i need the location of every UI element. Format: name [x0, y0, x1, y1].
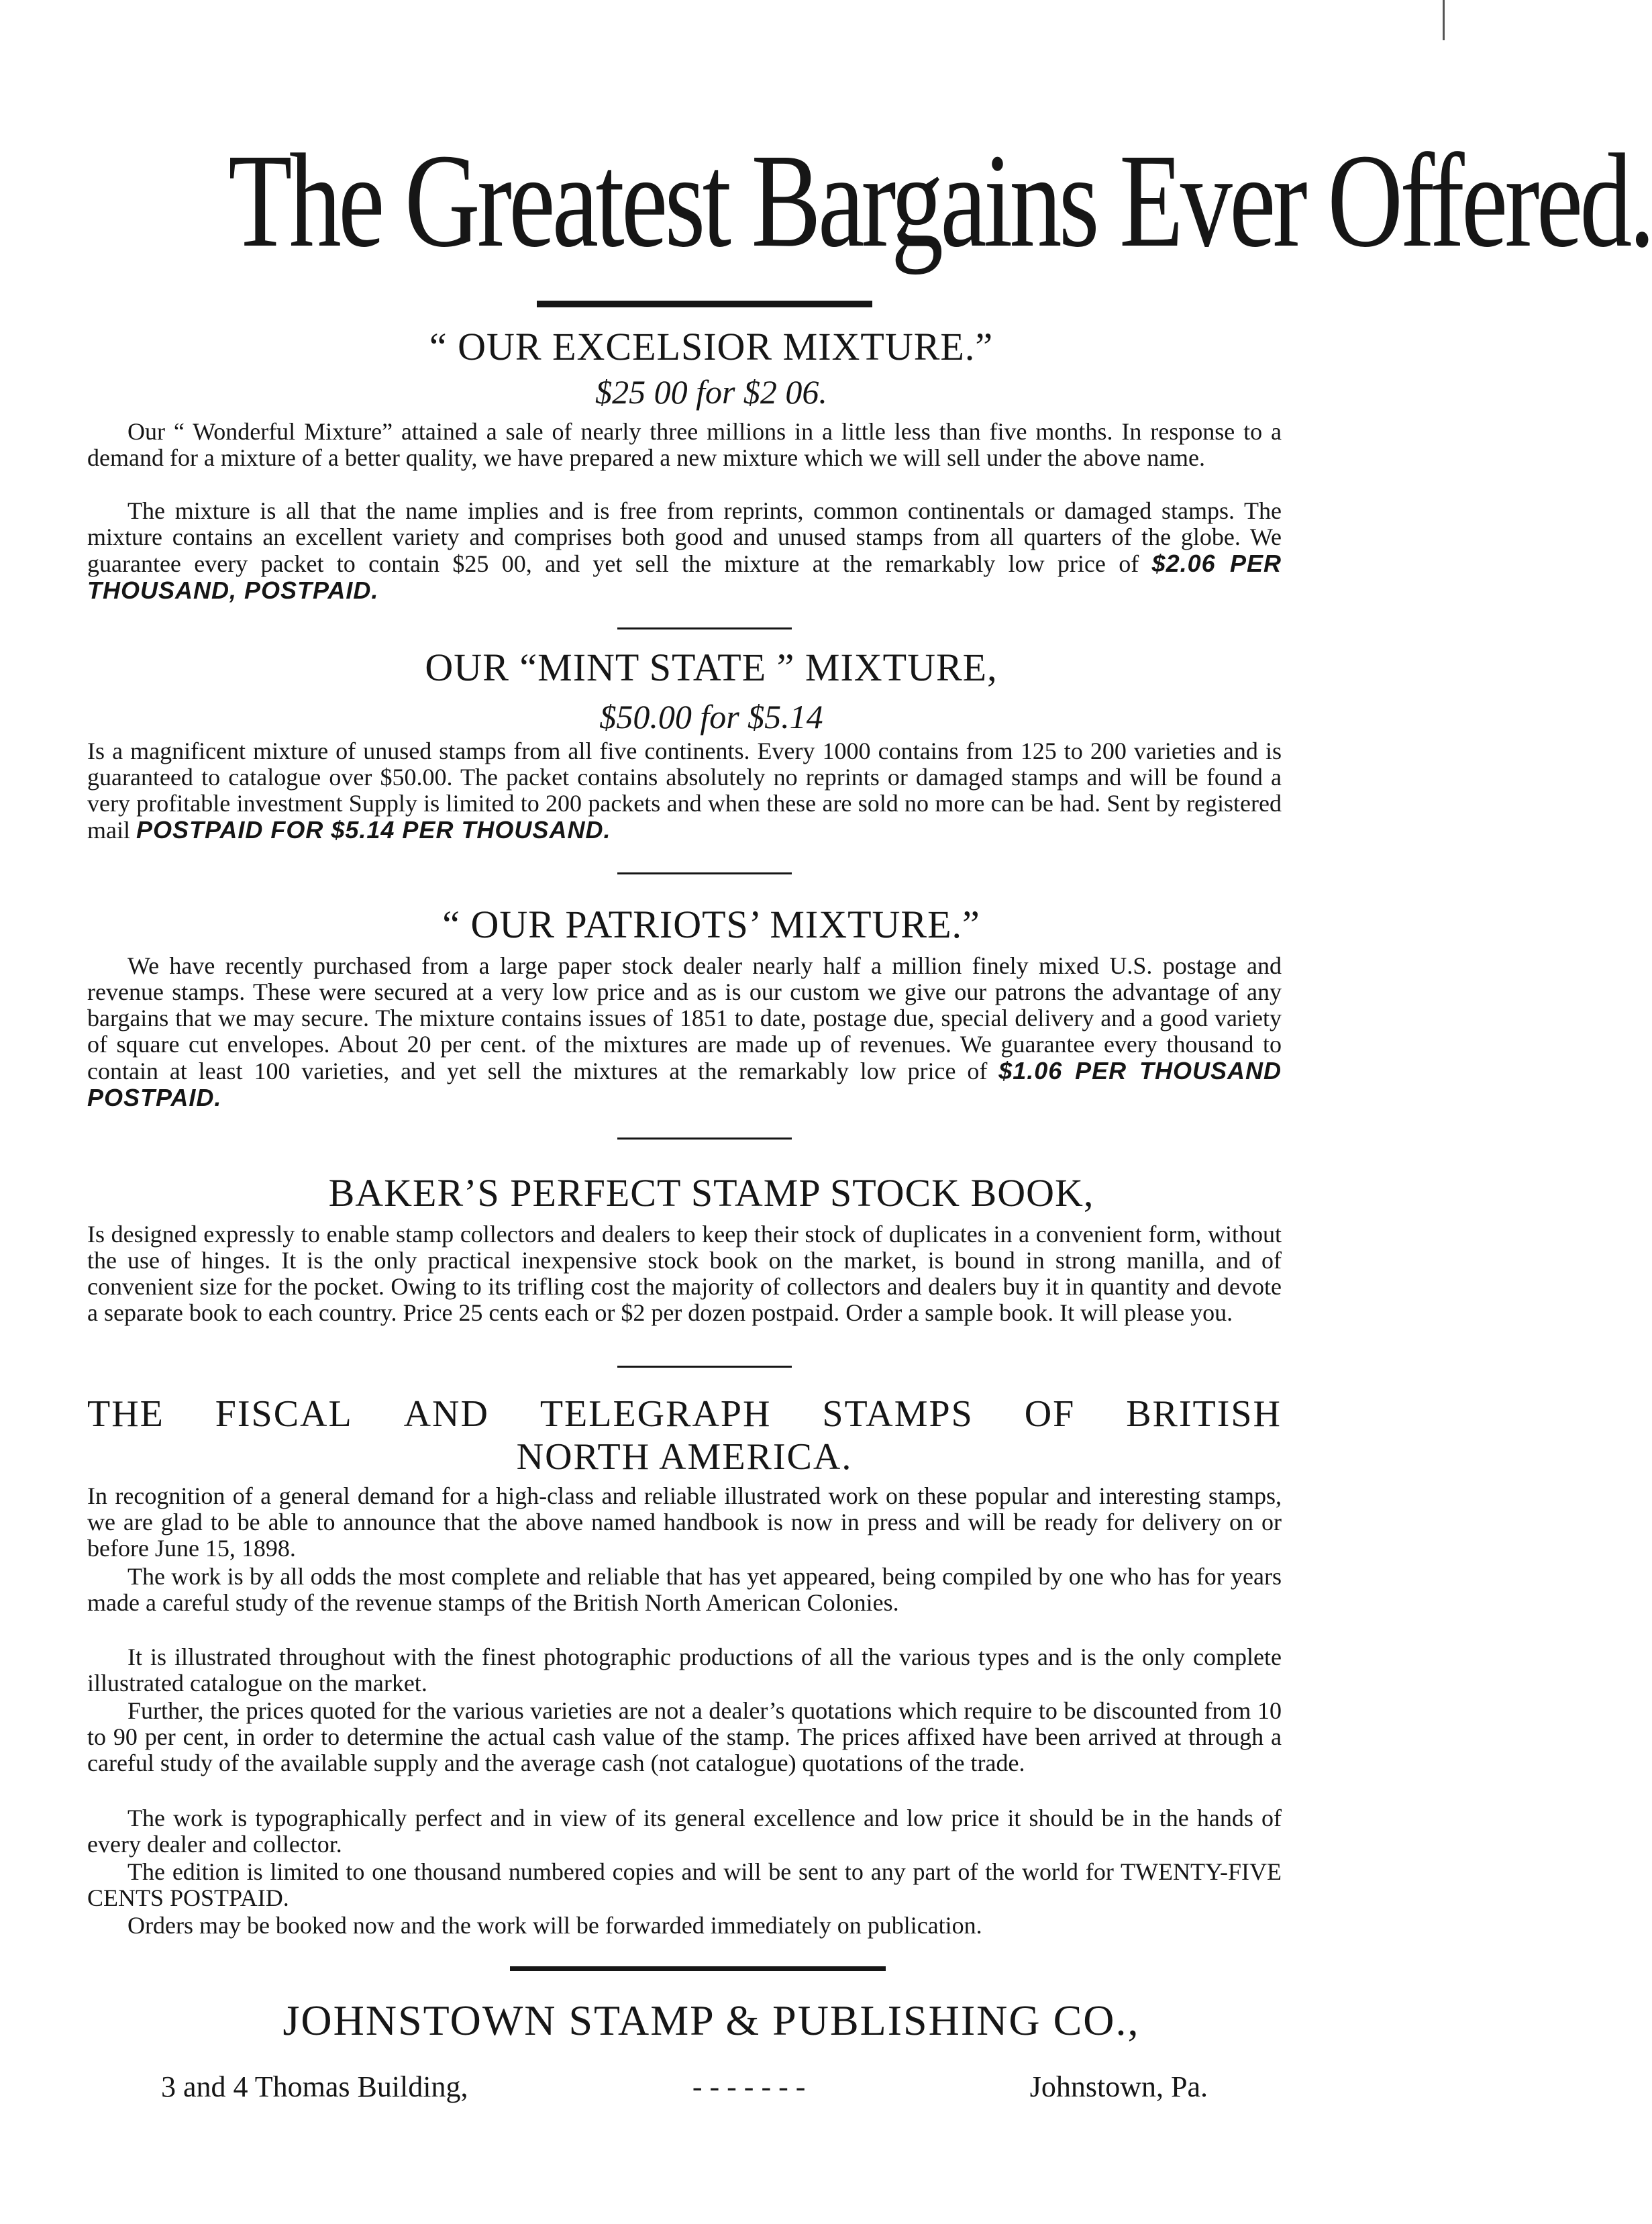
stock-book-paragraph: Is designed expressly to enable stamp collectors and dealers to keep their stock of duplicates in a convenient form, without the use of hinges. It is the only practical inexpensive stock book on the market, is bound in strong manilla, and of convenient size for the pocket. Owing to its trifling cost the majority of collectors and dealers buy it in quantity and devote a separate book to each country. Price 25 cents each or $2 per dozen postpaid. Order a sample book. It will please you. [87, 1221, 1282, 1326]
fiscal-paragraph-6: The edition is limited to one thousand numbered copies and will be sent to any part of the world for TWENTY-FIVE CENTS POSTPAID. [87, 1858, 1282, 1911]
company-name: JOHNSTOWN STAMP & PUBLISHING CO., [282, 1996, 1140, 2044]
mint-state-paragraph [87, 738, 1282, 844]
mint-state-price-emphasis: POSTPAID FOR $5.14 PER THOUSAND. [136, 816, 611, 844]
fiscal-title-word: STAMPS [822, 1393, 974, 1435]
fiscal-title-line-1 [87, 1393, 1282, 1435]
address-dashes: - - - - - - - [692, 2070, 806, 2103]
ornamental-rule [537, 301, 872, 307]
mint-state-paragraph-text: Is a magnificent mixture of unused stamps from all five continents. Every 1000 contains from 125 to 200 varieties and is guaranteed to catalogue over $50.00. The packet contains absolutely no reprints or damaged stamps and will be found a very profitable investment Supply is limited to 200 packets and when these are sold no more can be had. Sent by registered mail [87, 738, 1282, 844]
fiscal-title-word: BRITISH [1126, 1393, 1282, 1435]
fiscal-title-word: AND [403, 1393, 489, 1435]
fiscal-paragraph-1: In recognition of a general demand for a high-class and reliable illustrated work on these popular and interesting stamps, we are glad to be able to announce that the above named handbook is now in press and will be ready for delivery on or before June 15, 1898. [87, 1482, 1282, 1562]
address-street: 3 and 4 Thomas Building, [161, 2070, 468, 2103]
excelsior-title: “ OUR EXCELSIOR MIXTURE.” [429, 325, 994, 368]
patriots-price-emphasis: $1.06 PER THOUSAND POSTPAID. [87, 1057, 1282, 1111]
fiscal-paragraph-3: It is illustrated throughout with the finest photographic productions of all the various types and is the only complete illustrated catalogue on the market. [87, 1644, 1282, 1697]
excelsior-paragraph-1: Our “ Wonderful Mixture” attained a sale of nearly three millions in a little less than five months. In response to a demand for a mixture of a better quality, we have prepared a new mixture which we will sell under the above name. [87, 418, 1282, 471]
patriots-paragraph-text: We have recently purchased from a large paper stock dealer nearly half a million finely mixed U.S. postage and revenue stamps. These were secured at a very low price and as is our custom we give our patrons the advantage of any bargains that we may secure. The mixture contains issues of 1851 to date, postage due, special delivery and a good variety of square cut envelopes. About 20 per cent. of the mixtures are made up of revenues. We guarantee every thousand to contain at least 100 varieties, and yet sell the mixtures at the remarkably low price of [87, 952, 1282, 1084]
section-divider [617, 627, 792, 629]
fiscal-paragraph-7: Orders may be booked now and the work will be forwarded immediately on publication. [127, 1912, 982, 1939]
fiscal-paragraph-4: Further, the prices quoted for the various varieties are not a dealer’s quotations which require to be discounted from 10 to 90 per cent, in order to determine the actual cash value of the stamp. The prices affixed have been arrived at through a careful study of the available supply and the average cash (not catalogue) quotations of the trade. [87, 1697, 1282, 1776]
mint-state-title: OUR “MINT STATE ” MIXTURE, [425, 646, 998, 689]
address-city: Johnstown, Pa. [1029, 2070, 1208, 2103]
fiscal-title-word: FISCAL [215, 1393, 353, 1435]
stock-book-title: BAKER’S PERFECT STAMP STOCK BOOK, [328, 1171, 1094, 1215]
excelsior-paragraph-2 [87, 498, 1282, 604]
company-address [161, 2070, 1208, 2104]
section-divider [617, 1366, 792, 1368]
section-divider [617, 872, 792, 874]
fiscal-paragraph-5: The work is typographically perfect and in view of its general excellence and low price it should be in the hands of every dealer and collector. [87, 1805, 1282, 1858]
patriots-paragraph [87, 953, 1282, 1111]
patriots-title: “ OUR PATRIOTS’ MIXTURE.” [442, 903, 980, 946]
fiscal-title-word: THE [87, 1393, 164, 1435]
excelsior-paragraph-2-text: The mixture is all that the name implies and is free from reprints, common continentals or damaged stamps. The mixture contains an excellent variety and comprises both good and unused stamps from all quarters of the globe. We guarantee every packet to contain $25 00, and yet sell the mixture at the remarkably low price of [87, 497, 1282, 577]
section-divider [617, 1138, 792, 1140]
fiscal-paragraph-2: The work is by all odds the most complete and reliable that has yet appeared, being compiled by one who has for years made a careful study of the revenue stamps of the British North American Colonies. [87, 1563, 1282, 1616]
fiscal-title-word: OF [1024, 1393, 1076, 1435]
footer-rule [510, 1966, 886, 1971]
excelsior-price: $25 00 for $2 06. [595, 373, 827, 411]
page-edge-mark [1443, 0, 1445, 40]
fiscal-title [87, 1393, 1282, 1478]
fiscal-title-word: TELEGRAPH [539, 1393, 772, 1435]
mint-state-price: $50.00 for $5.14 [599, 698, 823, 736]
fiscal-title-line-2: NORTH AMERICA. [516, 1436, 853, 1478]
excelsior-price-emphasis: $2.06 PER THOUSAND, POSTPAID. [87, 550, 1282, 604]
page-headline: The Greatest Bargains Ever Offered. [228, 127, 1652, 275]
